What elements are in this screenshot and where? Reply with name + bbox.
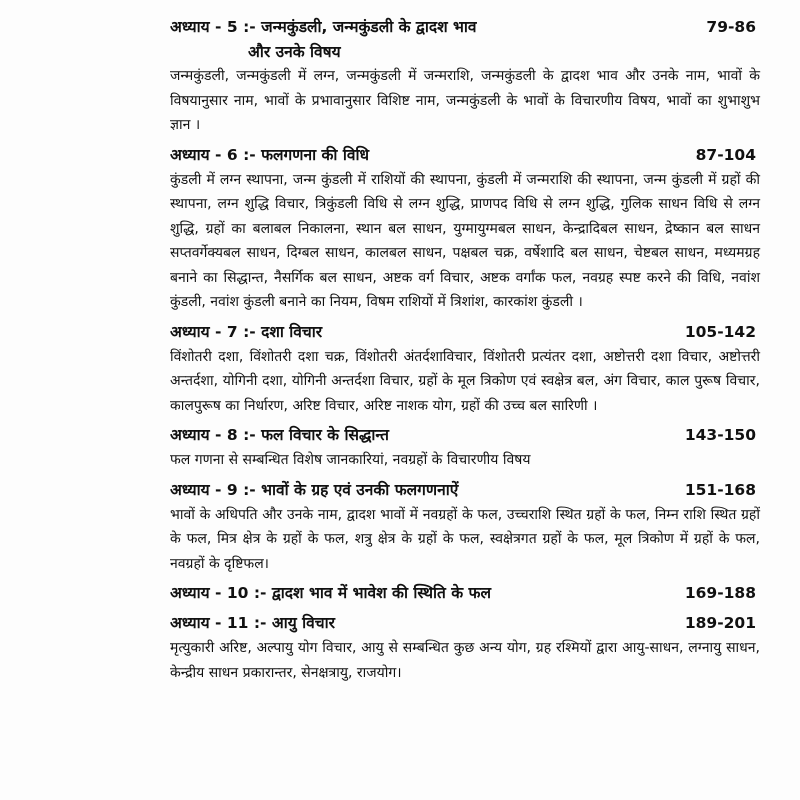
chapter-7 — [170, 319, 760, 419]
chapter-heading — [170, 610, 760, 636]
chapter-title: अध्याय - 7 :- दशा विचार — [170, 322, 323, 341]
chapter-topics: भावों के अधिपति और उनके नाम, द्वादश भावों में नवग्रहों के फल, उच्चराशि स्थित ग्रहों के फल, निम्न राशि स्थित ग्रहों के फल, मित्र क्षेत्र के ग्रहों के फल, शत्रु क्षेत्र के ग्रहों के फल, स्वक्षेत्रगत ग्रहों के फल, मूल त्रिकोण में ग्रहों के फल, नवग्रहों के दृष्टिफल। — [170, 506, 760, 572]
page-range: 169-188 — [684, 584, 756, 602]
chapter-11 — [170, 610, 760, 685]
chapter-heading — [170, 580, 760, 606]
page-range: 151-168 — [684, 480, 756, 499]
chapter-heading — [170, 14, 760, 40]
chapter-heading — [170, 422, 760, 448]
chapter-topics: कुंडली में लग्न स्थापना, जन्म कुंडली में राशियों की स्थापना, कुंडली में जन्मराशि की स्थापना, जन्म कुंडली में ग्रहों की स्थापना, लग्न शुद्धि विचार, त्रिकुंडली विधि से लग्न शुद्धि, प्राणपद विधि से लग्न शुद्धि, गुलिक साधन विधि से लग्न शुद्धि, ग्रहों का बलाबल निकालना, स्थान बल साधन, युग्मायुग्मबल साधन, केन्द्रादिबल साधन, द्रेष्कान बल साधन सप्तवर्गेक्यबल साधन, दिग्बल साधन, कालबल साधन, पक्षबल चक्र, वर्षेशादि बल साधन, चेष्टबल साधन, मध्यमग्रह बनाने का सिद्धान्त, नैसर्गिक बल साधन, अष्टक वर्ग विचार, अष्टक वर्गांक फल, नवग्रह स्पष्ट करने की विधि, नवांश कुंडली, नवांश कुंडली बनाने का नियम, विषम राशियों में त्रिशांश, कारकांश कुंडली । — [170, 171, 760, 310]
page-range: 87-104 — [695, 145, 756, 164]
chapter-title: अध्याय - 6 :- फलगणना की विधि — [170, 145, 369, 164]
chapter-heading — [170, 477, 760, 503]
chapter-6 — [170, 142, 760, 315]
chapter-5 — [170, 14, 760, 138]
chapter-title: अध्याय - 10 :- द्वादश भाव में भावेश की स्थिति के फल — [170, 584, 491, 602]
page-range: 189-201 — [684, 614, 756, 632]
page-range: 105-142 — [684, 322, 756, 341]
chapter-heading — [170, 319, 760, 345]
chapter-title: अध्याय - 8 :- फल विचार के सिद्धान्त — [170, 426, 389, 444]
chapter-title: अध्याय - 9 :- भावों के ग्रह एवं उनकी फलगणनाऐं — [170, 480, 459, 499]
chapter-title: अध्याय - 11 :- आयु विचार — [170, 614, 335, 632]
chapter-9 — [170, 477, 760, 577]
chapter-topics: मृत्युकारी अरिष्ट, अल्पायु योग विचार, आयु से सम्बन्धित कुछ अन्य योग, ग्रह रश्मियों द्वारा आयु-साधन, लग्नायु साधन, केन्द्रीय साधन प्रकारान्तर, सेनक्षत्रायु, राजयोग। — [170, 640, 760, 681]
chapter-title: अध्याय - 5 :- जन्मकुंडली, जन्मकुंडली के द्वादश भाव — [170, 18, 477, 36]
chapter-8 — [170, 422, 760, 473]
chapter-topics: फल गणना से सम्बन्धित विशेष जानकारियां, नवग्रहों के विचारणीय विषय — [170, 452, 531, 468]
chapter-heading — [170, 142, 760, 168]
chapter-10 — [170, 580, 760, 606]
chapter-subtitle: और उनके विषय — [248, 43, 341, 61]
page-range: 79-86 — [706, 18, 756, 36]
page-range: 143-150 — [684, 426, 756, 444]
chapter-topics: विंशोतरी दशा, विंशोतरी दशा चक्र, विंशोतरी अंतर्दशाविचार, विंशोतरी प्रत्यंतर दशा, अष्टोत्तरी दशा विचार, अष्टोत्तरी अन्तर्दशा, योगिनी दशा, योगिनी अन्तर्दशा विचार, ग्रहों के मूल त्रिकोण एवं स्वक्षेत्र बल, अंग विचार, काल पुरूष विचार, कालपुरूष का निर्धारण, अरिष्ट विचार, अरिष्ट नाशक योग, ग्रहों की उच्च बल सारिणी । — [170, 348, 760, 414]
chapter-topics: जन्मकुंडली, जन्मकुंडली में लग्न, जन्मकुंडली में जन्मराशि, जन्मकुंडली के द्वादश भाव और उनके नाम, भावों के विषयानुसार नाम, भावों के प्रभावानुसार विशिष्ट नाम, जन्मकुंडली के भावों के विचारणीय विषय, भावों का शुभाशुभ ज्ञान । — [170, 68, 760, 133]
